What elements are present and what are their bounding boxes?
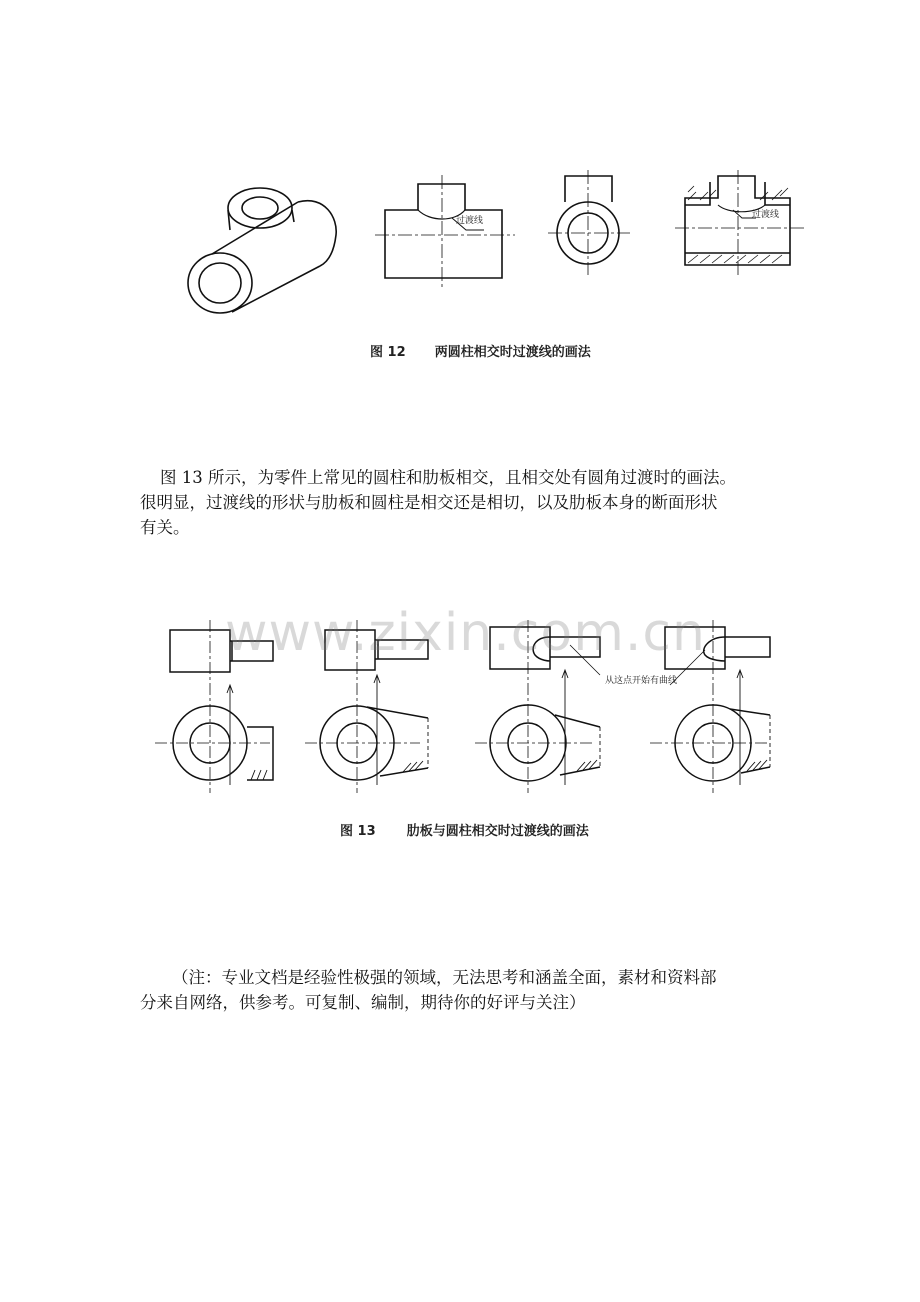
figure-13-caption <box>340 820 589 839</box>
watermark: www.zixin.com.cn <box>225 603 706 663</box>
note-line: 分来自网络，供参考。可复制、编制，期待你的好评与关注） <box>140 993 586 1012</box>
figure-12-title: 两圆柱相交时过渡线的画法 <box>434 345 591 360</box>
figure-12-drawing <box>180 170 820 330</box>
transition-label-2: 过渡线 <box>752 210 780 220</box>
note-paragraph <box>140 965 790 1015</box>
curve-start-label: 从这点开始有曲线 <box>605 676 678 686</box>
side-view <box>548 170 630 275</box>
paragraph-line: 很明显，过渡线的形状与肋板和圆柱是相交还是相切，以及肋板本身的断面形状 <box>140 493 718 512</box>
front-view <box>375 175 515 288</box>
figure-13-title: 肋板与圆柱相交时过渡线的画法 <box>406 824 589 839</box>
paragraph-line: 图 13 所示，为零件上常见的圆柱和肋板相交，且相交处有圆角过渡时的画法。 <box>160 468 736 487</box>
transition-label-1: 过渡线 <box>456 216 484 226</box>
isometric-tee <box>188 188 336 313</box>
body-paragraph <box>140 465 790 540</box>
section-view <box>675 170 805 275</box>
figure-12-number: 图 12 <box>370 345 406 360</box>
figure-12 <box>180 170 820 330</box>
figure-13-number: 图 13 <box>340 824 376 839</box>
paragraph-line: 有关。 <box>140 518 190 537</box>
figure-12-caption <box>370 341 591 360</box>
note-line: （注：专业文档是经验性极强的领域，无法思考和涵盖全面，素材和资料部 <box>172 968 717 987</box>
